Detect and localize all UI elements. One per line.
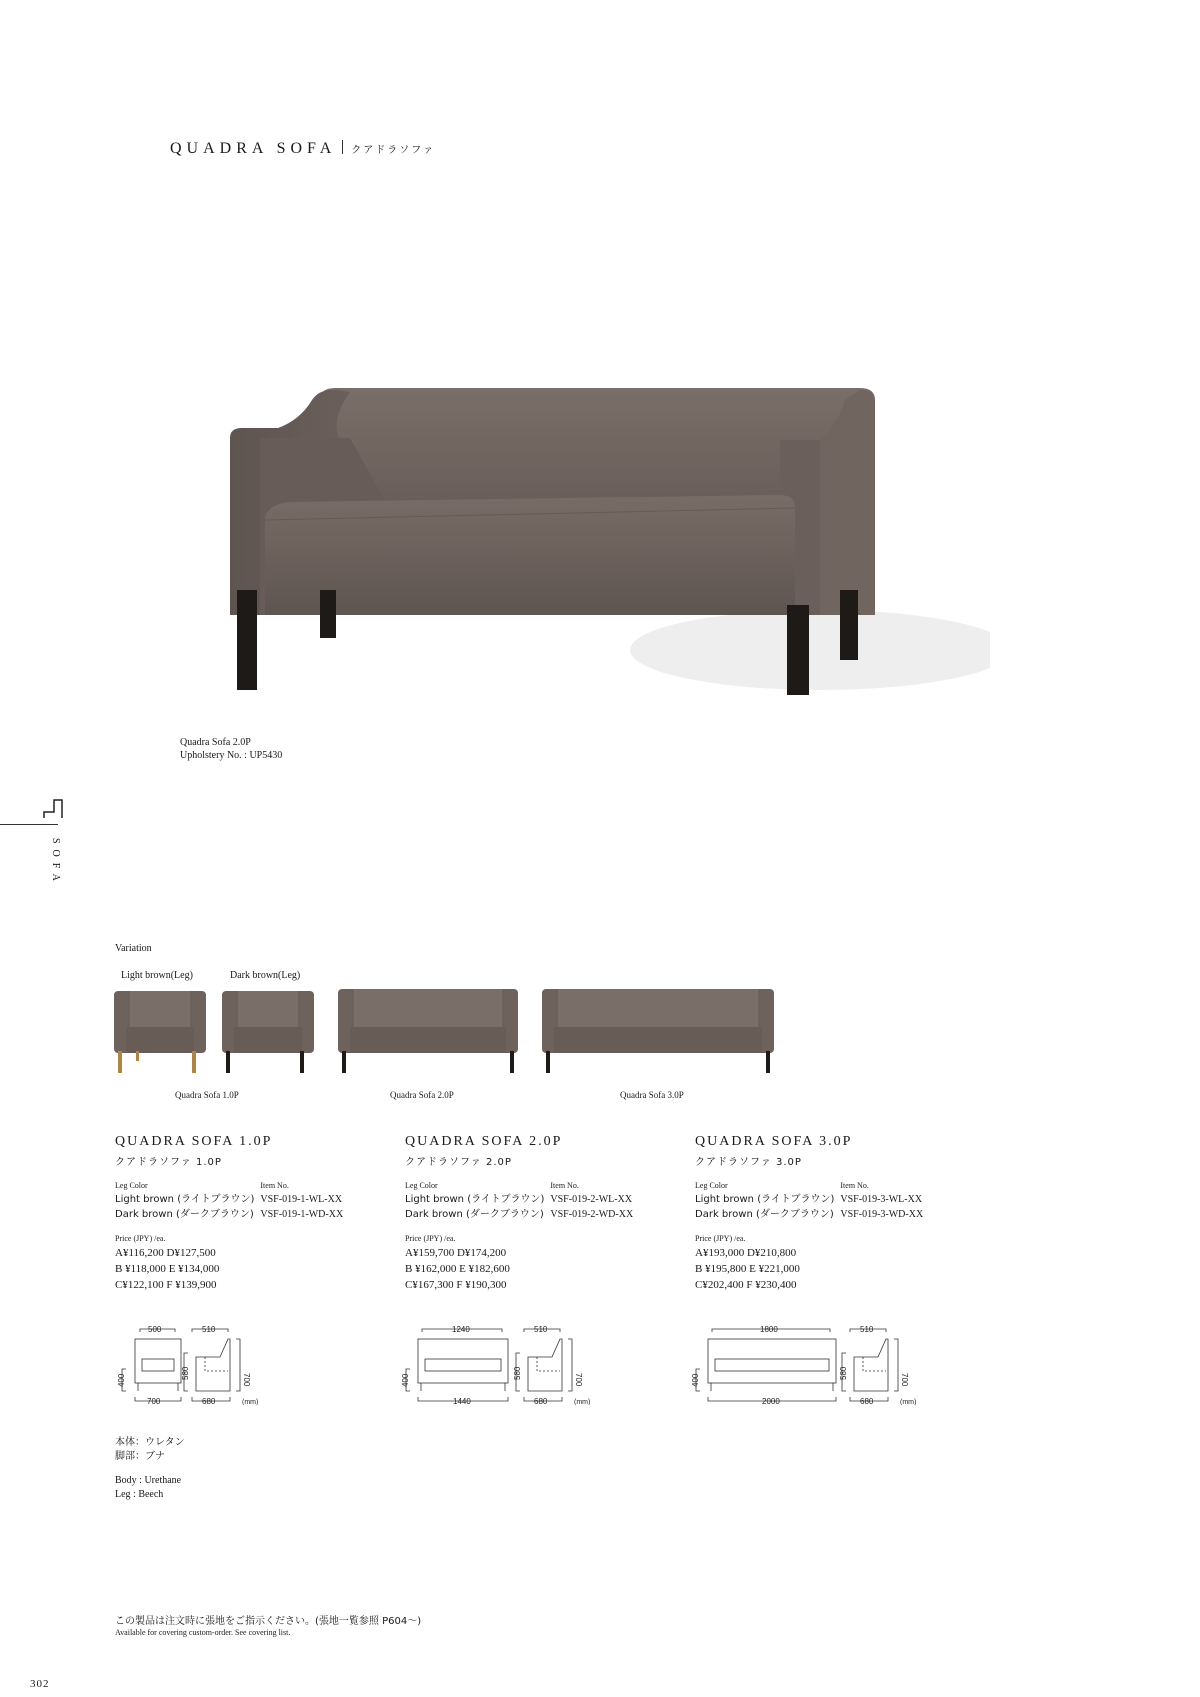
variation-sofa-images [110, 985, 790, 1080]
variation-caption-1p: Quadra Sofa 1.0P [175, 1090, 239, 1100]
leg-color-header: Leg Color [695, 1181, 728, 1190]
material-body-en: Body : Urethane [115, 1475, 182, 1486]
side-category-label: SOFA [50, 838, 61, 887]
dim-arm-height: 580 [513, 1366, 522, 1380]
table-row [115, 1207, 343, 1222]
hero-caption [180, 736, 282, 762]
item-no: VSF-019-3-WL-XX [840, 1194, 923, 1205]
price: F ¥139,900 [166, 1279, 217, 1291]
variation-light-leg-label: Light brown(Leg) [121, 970, 193, 981]
materials-en [115, 1474, 181, 1502]
spec-name-en: QUADRA SOFA 3.0P [695, 1134, 853, 1149]
variation-heading: Variation [115, 943, 152, 954]
item-no: VSF-019-2-WL-XX [550, 1194, 633, 1205]
price: C¥202,400 [695, 1279, 744, 1291]
variation-sofa-3p [542, 989, 774, 1073]
variation-sofa-1p-light [114, 991, 206, 1073]
price: A¥116,200 [115, 1247, 164, 1259]
item-no: VSF-019-3-WD-XX [840, 1209, 924, 1220]
price: E ¥221,000 [749, 1263, 800, 1275]
price: D¥210,800 [746, 1247, 797, 1259]
footer-note-jp: この製品は注文時に張地をご指示ください。(張地一覧参照 P604〜) [115, 1616, 422, 1627]
sofa-category-icon [42, 798, 64, 820]
hero-product-name: Quadra Sofa 2.0P [180, 737, 251, 748]
dim-bottom-width: 2000 [762, 1397, 780, 1405]
variation-sofa-1p-dark [222, 991, 314, 1073]
table-row [405, 1192, 633, 1207]
spec-name-jp: クアドラソファ 2.0P [405, 1157, 512, 1168]
dim-arm-height: 580 [839, 1366, 848, 1380]
title-divider [342, 140, 343, 154]
dim-unit: (mm) [242, 1399, 259, 1405]
dim-depth-top: 510 [202, 1325, 216, 1334]
dimension-drawing-2p [398, 1325, 608, 1405]
price: E ¥134,000 [168, 1263, 220, 1275]
dim-total-height: 700 [242, 1373, 251, 1387]
price: B ¥118,000 [115, 1263, 166, 1275]
leg-color: Light brown (ライトブラウン) [695, 1194, 835, 1205]
price-header: Price (JPY) /ea. [695, 1234, 746, 1243]
spec-2p [405, 1133, 675, 1293]
material-leg-en: Leg : Beech [115, 1489, 164, 1500]
materials-jp [115, 1436, 185, 1464]
spec-name-jp: クアドラソファ 1.0P [115, 1157, 222, 1168]
page-number: 302 [30, 1678, 50, 1690]
spec-name-jp: クアドラソファ 3.0P [695, 1157, 802, 1168]
dim-bottom-width: 1440 [453, 1397, 471, 1405]
variation-sofa-2p [338, 989, 518, 1073]
spec-item-table [695, 1180, 923, 1222]
side-divider [0, 824, 58, 825]
price: B ¥162,000 [405, 1263, 457, 1275]
dim-depth-bottom: 680 [202, 1397, 216, 1405]
leg-color: Light brown (ライトブラウン) [405, 1194, 545, 1205]
hero-upholstery: Upholstery No. : UP5430 [180, 750, 283, 761]
spec-item-table [405, 1180, 633, 1222]
dim-arm-height: 580 [181, 1366, 190, 1380]
price: F ¥190,300 [456, 1279, 507, 1291]
spec-1p [115, 1133, 385, 1293]
spec-item-table [115, 1180, 343, 1222]
dim-depth-bottom: 680 [860, 1397, 874, 1405]
variation-caption-3p: Quadra Sofa 3.0P [620, 1090, 684, 1100]
price-header: Price (JPY) /ea. [115, 1234, 166, 1243]
variation-caption-2p: Quadra Sofa 2.0P [390, 1090, 454, 1100]
item-no-header: Item No. [840, 1181, 869, 1190]
price: D¥174,200 [456, 1247, 507, 1259]
spec-name-en: QUADRA SOFA 1.0P [115, 1134, 273, 1149]
table-row [115, 1192, 343, 1207]
price-list [115, 1245, 385, 1293]
dim-seat-height: 400 [401, 1373, 410, 1387]
dim-total-height: 700 [900, 1373, 909, 1387]
leg-color-header: Leg Color [115, 1181, 148, 1190]
dim-top-width: 1240 [452, 1325, 470, 1334]
variation-dark-leg-label: Dark brown(Leg) [230, 970, 301, 981]
item-no-header: Item No. [260, 1181, 289, 1190]
hero-sofa-image [220, 380, 990, 760]
dim-depth-top: 510 [860, 1325, 874, 1334]
dim-depth-top: 510 [534, 1325, 548, 1334]
price: A¥193,000 [695, 1247, 745, 1259]
footer-note-en: Available for covering custom-order. See covering list. [115, 1628, 291, 1637]
spec-name-en: QUADRA SOFA 2.0P [405, 1134, 563, 1149]
title-en: QUADRA SOFA [170, 140, 337, 157]
item-no-header: Item No. [550, 1181, 579, 1190]
price-header: Price (JPY) /ea. [405, 1234, 456, 1243]
price: F ¥230,400 [746, 1279, 797, 1291]
item-no: VSF-019-2-WD-XX [550, 1209, 634, 1220]
price-list [405, 1245, 675, 1293]
dim-top-width: 1800 [760, 1325, 778, 1334]
leg-color: Dark brown (ダークブラウン) [115, 1209, 254, 1220]
dim-unit: (mm) [574, 1399, 591, 1405]
leg-color: Dark brown (ダークブラウン) [695, 1209, 834, 1220]
price: B ¥195,800 [695, 1263, 747, 1275]
price: E ¥182,600 [459, 1263, 510, 1275]
price: A¥159,700 [405, 1247, 455, 1259]
dim-total-height: 700 [574, 1373, 583, 1387]
table-row [405, 1207, 633, 1222]
leg-color-header: Leg Color [405, 1181, 438, 1190]
dim-top-width: 500 [148, 1325, 162, 1334]
item-no: VSF-019-1-WD-XX [260, 1209, 344, 1220]
table-row [695, 1207, 923, 1222]
dim-seat-height: 400 [691, 1373, 700, 1387]
leg-color: Light brown (ライトブラウン) [115, 1194, 255, 1205]
dim-depth-bottom: 680 [534, 1397, 548, 1405]
material-body-jp: 本体：ウレタン [115, 1437, 185, 1448]
spec-3p [695, 1133, 965, 1293]
table-row [695, 1192, 923, 1207]
title-jp: クアドラソファ [351, 145, 436, 156]
price: C¥122,100 [115, 1279, 164, 1291]
price-list [695, 1245, 965, 1293]
item-no: VSF-019-1-WL-XX [260, 1194, 343, 1205]
dim-unit: (mm) [900, 1399, 917, 1405]
material-leg-jp: 脚部：ブナ [115, 1451, 165, 1462]
price: D¥127,500 [166, 1247, 216, 1259]
leg-color: Dark brown (ダークブラウン) [405, 1209, 544, 1220]
dimension-drawing-1p [110, 1325, 270, 1405]
price: C¥167,300 [405, 1279, 454, 1291]
page-title [170, 140, 435, 158]
dim-seat-height: 400 [117, 1373, 126, 1387]
dim-bottom-width: 700 [147, 1397, 161, 1405]
dimension-drawing-3p [688, 1325, 933, 1405]
